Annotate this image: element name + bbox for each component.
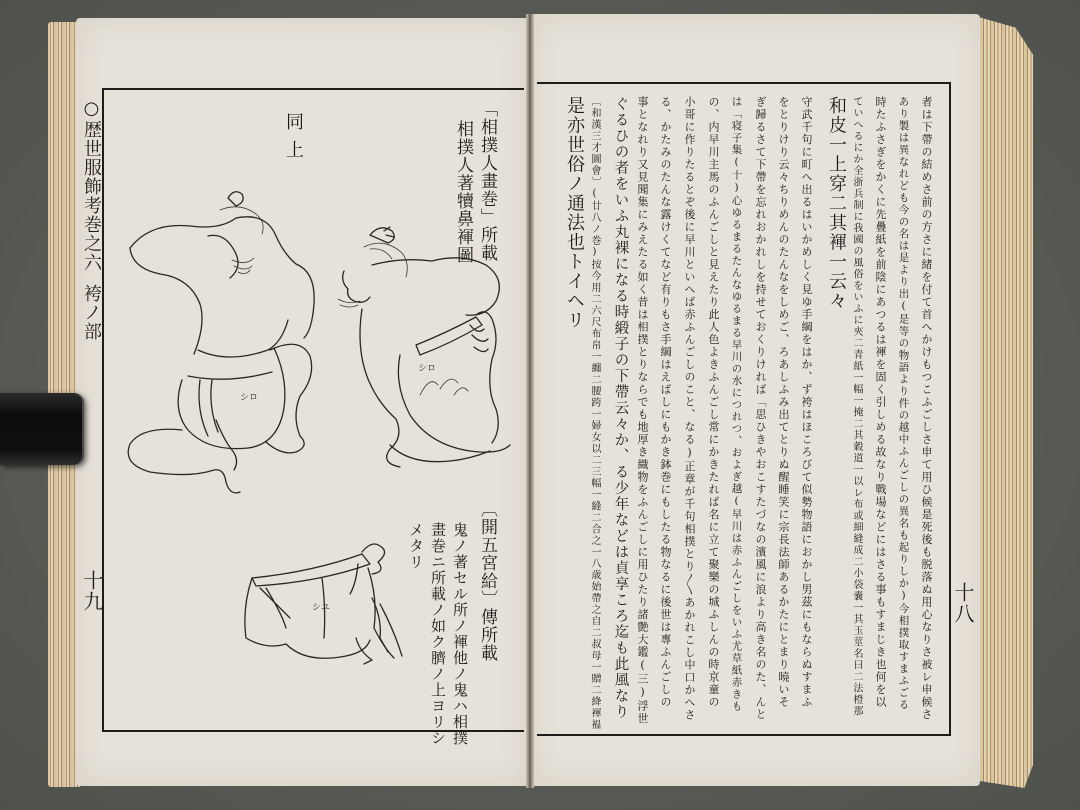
text-column-7: をとりけり云々ちりめんのたんなをしめご、ろあしふみ出てとりぬ醒睡笑に宗長法師あるかたにとまり曉いそ xyxy=(777,96,790,709)
text-column-8: ぎ歸るさて下帶を忘れおかれしを持せておくりければ「思ひきやおこすたづなの濱風に浪より高き名のた、んと xyxy=(754,96,767,721)
running-head-section: 袴ノ部 xyxy=(81,284,102,341)
running-head xyxy=(82,98,100,341)
text-column-3: 時たふさぎをかくに先疊紙を前陰にあつるは褌を固く引しめる故なり戰場などにはさる事もすまじき也何を以 xyxy=(874,96,887,709)
svg-text:シユ: シユ xyxy=(312,603,331,613)
illustration-wrestler-adjusting-hair xyxy=(120,180,320,480)
caption-2-line-1: 鬼ノ著セル所ノ褌他ノ鬼ハ相撲 xyxy=(451,522,469,746)
right-page-edges xyxy=(975,16,1033,788)
caption-same-as-above: 同上 xyxy=(283,112,304,168)
text-column-2: あり製は異なれども今の名は是より出(是等の物語より件の越中ふんごしの異名も起りしか)今相撲取すまふごる xyxy=(897,96,910,711)
caption-title-1: 相撲人著犢鼻褌圖 xyxy=(453,120,473,264)
illustration-loincloth xyxy=(232,538,412,678)
text-column-14: ぐるひの者をいふ丸裸になる時緞子の下帶云々か、る少年などは貞享ころ迄も此風なり xyxy=(612,96,629,720)
text-column-11: 小哥に作りたるとぞ後に早川といへば赤ふんごしのこと、なる)正章が千句相撲とり〳〵あかれこし中口かへさ xyxy=(683,96,696,722)
text-column-6: 守武千句に町へ出るはいかめしく見ゆ手綱をはか、ず袴はほころびて似勢物語におかし男茲にもならぬすまふ xyxy=(800,96,813,709)
text-column-4: ていへるにか全浙兵制に我國の風俗をいふに夾二青紙一幅一掩二其穀道一以レ布或細縫成二小袋嚢一其玉莖名曰二法橙那 xyxy=(851,96,862,717)
running-head-title: ○歴世服飾考巻之六 xyxy=(81,98,102,272)
text-column-12: る、かたみのたんな露けくてなど有りもさ手綱はえばしにもかき鉢巻にもしたる物なるに後世は專ふんごしの xyxy=(659,96,672,709)
caption-2-line-2: 畫巻ニ所載ノ如ク臍ノ上ヨリシ xyxy=(429,522,447,746)
caption-source-1: 「相撲人畫巻」所載 xyxy=(477,100,497,262)
book-gutter xyxy=(526,14,534,788)
caption-2-line-3: メタリ xyxy=(407,522,425,570)
text-column-1: 者は下帶の結めさ前の方さに緒を付て首へかけもつこふごしさ申て用ひ候是死後も脱落ぬ用心なりさ被レ申候さ xyxy=(920,96,933,721)
text-column-10: の、内早川主馬のふんごしと見えたり此人色よきふんごし常にかきたれば名に立て聚樂の城ふしんの時京童の xyxy=(707,96,720,709)
text-column-15: 〔和漢三才圖會〕(廿八ノ巻)按今用二六尺布帛一纏二腰跨一婦女以二三幅一縫二合之一八歳始帶之自二叔母一贈二絳褌褞一 xyxy=(589,96,600,742)
text-column-9: は「寝子集(十)心ゆるまるたんなゆるまる早川の水につれつ、およぎ越(早川は赤ふんごしをいふ尤草紙赤きも xyxy=(730,96,743,713)
text-column-16: 是亦世俗ノ通法也トイヘリ xyxy=(564,96,585,330)
text-column-13: 事となれり又見聞集にみえたる如く昔は相撲とりならでも地厚き織物をふんごしに用ひたり諸艶大鑑(三)浮世 xyxy=(636,96,649,725)
text-column-5: 和皮一上穿二其褌一云々 xyxy=(826,96,847,311)
svg-text:シロ: シロ xyxy=(240,393,259,403)
svg-text:シロ: シロ xyxy=(418,364,437,374)
illustration-wrestler-bending xyxy=(330,225,520,485)
book-clip xyxy=(0,393,84,465)
page-number-right: 十八 xyxy=(951,582,975,624)
page-number-left: 十九 xyxy=(80,570,104,612)
caption-source-2: 〔開五宮給〕傳所載 xyxy=(477,500,497,662)
